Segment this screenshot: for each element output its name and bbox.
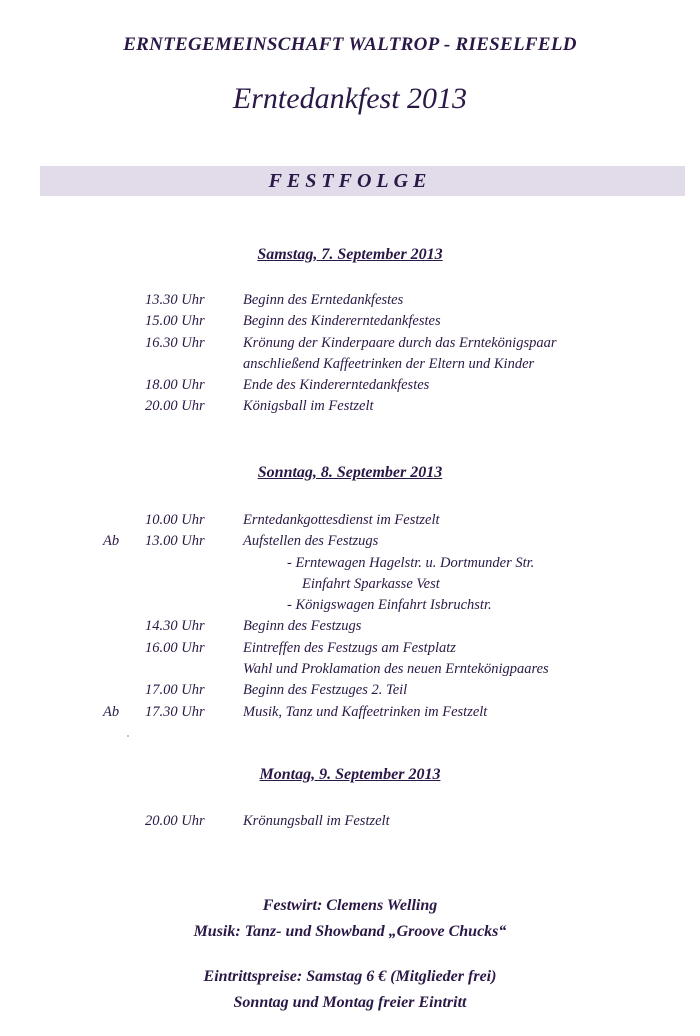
schedule-row <box>0 333 700 354</box>
organization-name: ERNTEGEMEINSCHAFT WALTROP - RIESELFELD <box>123 34 577 55</box>
entry-description: Krönungsball im Festzelt <box>243 813 390 829</box>
schedule-row <box>0 659 700 680</box>
entry-description: Krönung der Kinderpaare durch das Erntekönigspaar <box>243 334 557 351</box>
entry-time: 18.00 Uhr <box>145 377 205 394</box>
entry-description: Beginn des Festzugs <box>243 618 362 635</box>
entry-time: 16.30 Uhr <box>145 334 205 351</box>
entry-time: 20.00 Uhr <box>145 813 205 829</box>
schedule-row <box>0 811 700 832</box>
entry-description: Königsball im Festzelt <box>243 398 374 415</box>
prices-line: Eintrittspreise: Samstag 6 € (Mitglieder frei) <box>203 968 497 985</box>
schedule-row <box>0 638 700 659</box>
entry-time: 16.00 Uhr <box>145 639 205 656</box>
entry-time: 13.00 Uhr <box>145 533 205 550</box>
entry-description: anschließend Kaffeetrinken der Eltern und Kinder <box>243 355 535 372</box>
entry-description: Musik, Tanz und Kaffeetrinken im Festzelt <box>243 703 488 720</box>
speck-mark <box>127 735 129 737</box>
entry-description: Beginn des Kindererntedankfestes <box>243 313 441 330</box>
schedule-row <box>0 375 700 396</box>
music-line: Musik: Tanz- und Showband „Groove Chucks“ <box>193 923 507 940</box>
schedule-row <box>0 553 700 574</box>
entry-description: Aufstellen des Festzugs <box>243 533 379 550</box>
entry-description: Erntedankgottesdienst im Festzelt <box>243 512 440 528</box>
entry-description: Einfahrt Sparkasse Vest <box>302 575 440 592</box>
schedule-saturday <box>0 290 700 418</box>
entry-description: Beginn des Erntedankfestes <box>243 292 404 308</box>
day-heading-monday: Montag, 9. September 2013 <box>259 766 441 783</box>
entry-prefix: Ab <box>103 533 120 550</box>
event-title: Erntedankfest 2013 <box>232 82 468 115</box>
host-line: Festwirt: Clemens Welling <box>262 897 438 914</box>
schedule-row <box>0 290 700 311</box>
schedule-row <box>0 354 700 375</box>
free-entry-line: Sonntag und Montag freier Eintritt <box>233 994 467 1011</box>
schedule-row <box>0 311 700 332</box>
entry-time: 17.30 Uhr <box>145 703 205 720</box>
schedule-row <box>0 680 700 701</box>
program-title: FESTFOLGE <box>268 170 432 192</box>
day-heading-sunday: Sonntag, 8. September 2013 <box>257 464 443 481</box>
entry-description: - Erntewagen Hagelstr. u. Dortmunder Str. <box>287 554 535 571</box>
entry-description: Eintreffen des Festzugs am Festplatz <box>243 639 456 656</box>
schedule-row <box>0 574 700 595</box>
entry-time: 13.30 Uhr <box>145 292 205 308</box>
schedule-row <box>0 616 700 637</box>
entry-description: Wahl und Proklamation des neuen Erntekönigpaares <box>243 661 549 678</box>
entry-prefix: Ab <box>103 703 120 720</box>
schedule-row <box>0 595 700 616</box>
entry-time: 15.00 Uhr <box>145 313 205 330</box>
schedule-row <box>0 396 700 417</box>
entry-time: 17.00 Uhr <box>145 682 205 699</box>
schedule-row <box>0 702 700 723</box>
day-heading-saturday: Samstag, 7. September 2013 <box>257 246 443 263</box>
schedule-monday <box>0 811 700 832</box>
schedule-row <box>0 510 700 531</box>
entry-time: 14.30 Uhr <box>145 618 205 635</box>
schedule-row <box>0 531 700 552</box>
schedule-sunday <box>0 510 700 723</box>
entry-description: - Königswagen Einfahrt Isbruchstr. <box>287 597 492 614</box>
entry-description: Beginn des Festzuges 2. Teil <box>243 682 408 699</box>
entry-time: 20.00 Uhr <box>145 398 205 415</box>
entry-time: 10.00 Uhr <box>145 512 205 528</box>
entry-description: Ende des Kindererntedankfestes <box>243 377 430 394</box>
